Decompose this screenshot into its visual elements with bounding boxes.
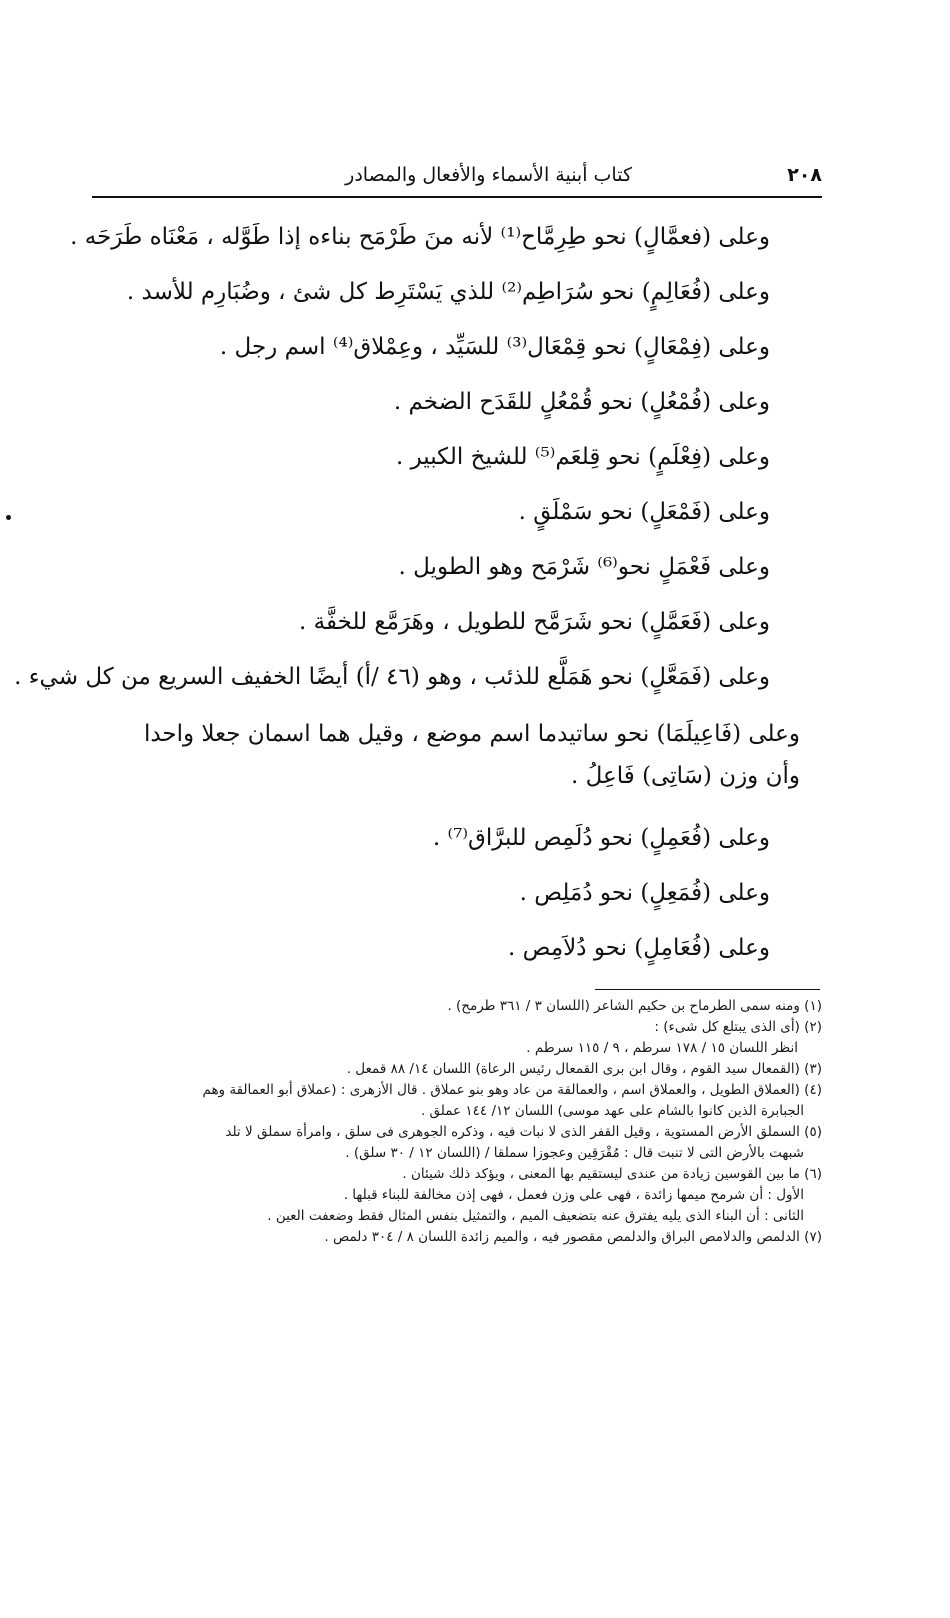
scan-speck <box>6 515 11 520</box>
footnote-line: الثانى : أن البناء الذى يليه يفترق عنه بتضعيف الميم ، والتمثيل بنفس المثال فقط وضعفت العين . <box>267 1208 804 1224</box>
main-line: وعلى (فَمَعَّلٍ) نحو هَمَلَّع للذئب ، وهو (٤٦ /أ) أيضًا الخفيف السريع من كل شيء . <box>14 664 770 690</box>
page-number: ٢٠٨ <box>787 164 822 186</box>
footnote-line: (٥) السملق الأرض المستوية ، وقيل القفر الذى لا نبات فيه ، وذكره الجوهرى فى سلق ، وامرأة سملق لا تلد <box>225 1124 822 1140</box>
main-line: وعلى (فُعَالِمٍ) نحو سُرَاطِم⁽²⁾ للذي يَسْتَرِط كل شئ ، وضُبَارِم للأسد . <box>126 279 770 305</box>
main-line: وعلى (فِعْلَمٍ) نحو قِلعَم⁽⁵⁾ للشيخ الكبير . <box>395 444 770 470</box>
main-line: وعلى (فَاعِيلَمَا) نحو ساتيدما اسم موضع ، وقيل هما اسمان جعلا واحدا <box>143 721 800 747</box>
main-line: وعلى فَعْمَلٍ نحو⁽⁶⁾ شَرْمَح وهو الطويل . <box>398 554 770 580</box>
footnote-line: الجبابرة الذين كانوا بالشام على عهد موسى) اللسان ١٢/ ١٤٤ عملق . <box>420 1103 804 1119</box>
footnote-line: (٦) ما بين القوسين زيادة من عندى ليستقيم بها المعنى ، ويؤكد ذلك شيئان . <box>402 1166 822 1182</box>
main-line: وعلى (فِمْعَالٍ) نحو قِمْعَال⁽³⁾ للسَيِّد ، وعِمْلاق⁽⁴⁾ اسم رجل . <box>219 334 770 360</box>
footnote-line: (١) ومنه سمى الطرماح بن حكيم الشاعر (اللسان ٣ / ٣٦١ طرمح) . <box>447 998 822 1014</box>
footnotes <box>102 996 822 1248</box>
footnote-rule <box>595 989 820 990</box>
footnote-line: (٤) (العملاق الطويل ، والعملاق اسم ، والعمالقة من عاد وهو بنو عملاق . قال الأزهرى : (عملاق أبو العمالقة وهم <box>202 1082 822 1098</box>
page-header <box>92 160 822 196</box>
footnote-line: (٧) الدلمص والدلامص البراق والدلمص مقصور فيه ، والميم زائدة اللسان ٨ / ٣٠٤ دلمص . <box>324 1229 822 1245</box>
footnote-line: انظر اللسان ١٥ / ١٧٨ سرطم ، ٩ / ١١٥ سرطم . <box>526 1040 798 1056</box>
main-line: وعلى (فَمْعَلٍ) نحو سَمْلَقٍ . <box>518 499 770 525</box>
main-line: وعلى (فُمَعِلٍ) نحو دُمَلِص . <box>519 880 770 906</box>
main-line: وأن وزن (سَاتِى) فَاعِلُ . <box>571 763 800 789</box>
main-line: وعلى (فُعَمِلٍ) نحو دُلَمِص للبرَّاق⁽⁷⁾ . <box>432 825 770 851</box>
main-line: وعلى (فعمَّالٍ) نحو طِرِمَّاح⁽¹⁾ لأنه منَ طَرْمَح بناءه إذا طَوَّله ، مَعْنَاه طَرَحَه . <box>70 224 770 250</box>
main-line: وعلى (فَعَمَّلٍ) نحو شَرَمَّح للطويل ، وهَرَمَّع للخفَّة . <box>299 609 770 635</box>
main-text <box>14 210 800 976</box>
footnote-line: (٣) (القمعال سيد القوم ، وقال ابن برى القمعال رئيس الرعاة) اللسان ١٤/ ٨٨ قمعل . <box>346 1061 822 1077</box>
footnote-line: (٢) (أى الذى يبتلع كل شىء) : <box>654 1019 822 1035</box>
header-rule <box>92 196 822 198</box>
main-line: وعلى (فُمْعُلٍ) نحو قُمْعُلٍ للقَدَح الضخم . <box>393 389 770 415</box>
footnote-line: الأول : أن شرمح ميمها زائدة ، فهى على وزن فعمل ، فهى إذن مخالفة للبناء قبلها . <box>343 1187 804 1203</box>
main-line: وعلى (فُعَامِلٍ) نحو دُلاَمِص . <box>508 935 770 961</box>
running-title: كتاب أبنية الأسماء والأفعال والمصادر <box>345 164 632 186</box>
footnote-line: شبهت بالأرض التى لا تنبت قال : مُقْرَقِين وعجوزا سملقا / (اللسان ١٢ / ٣٠ سلق) . <box>345 1145 804 1161</box>
